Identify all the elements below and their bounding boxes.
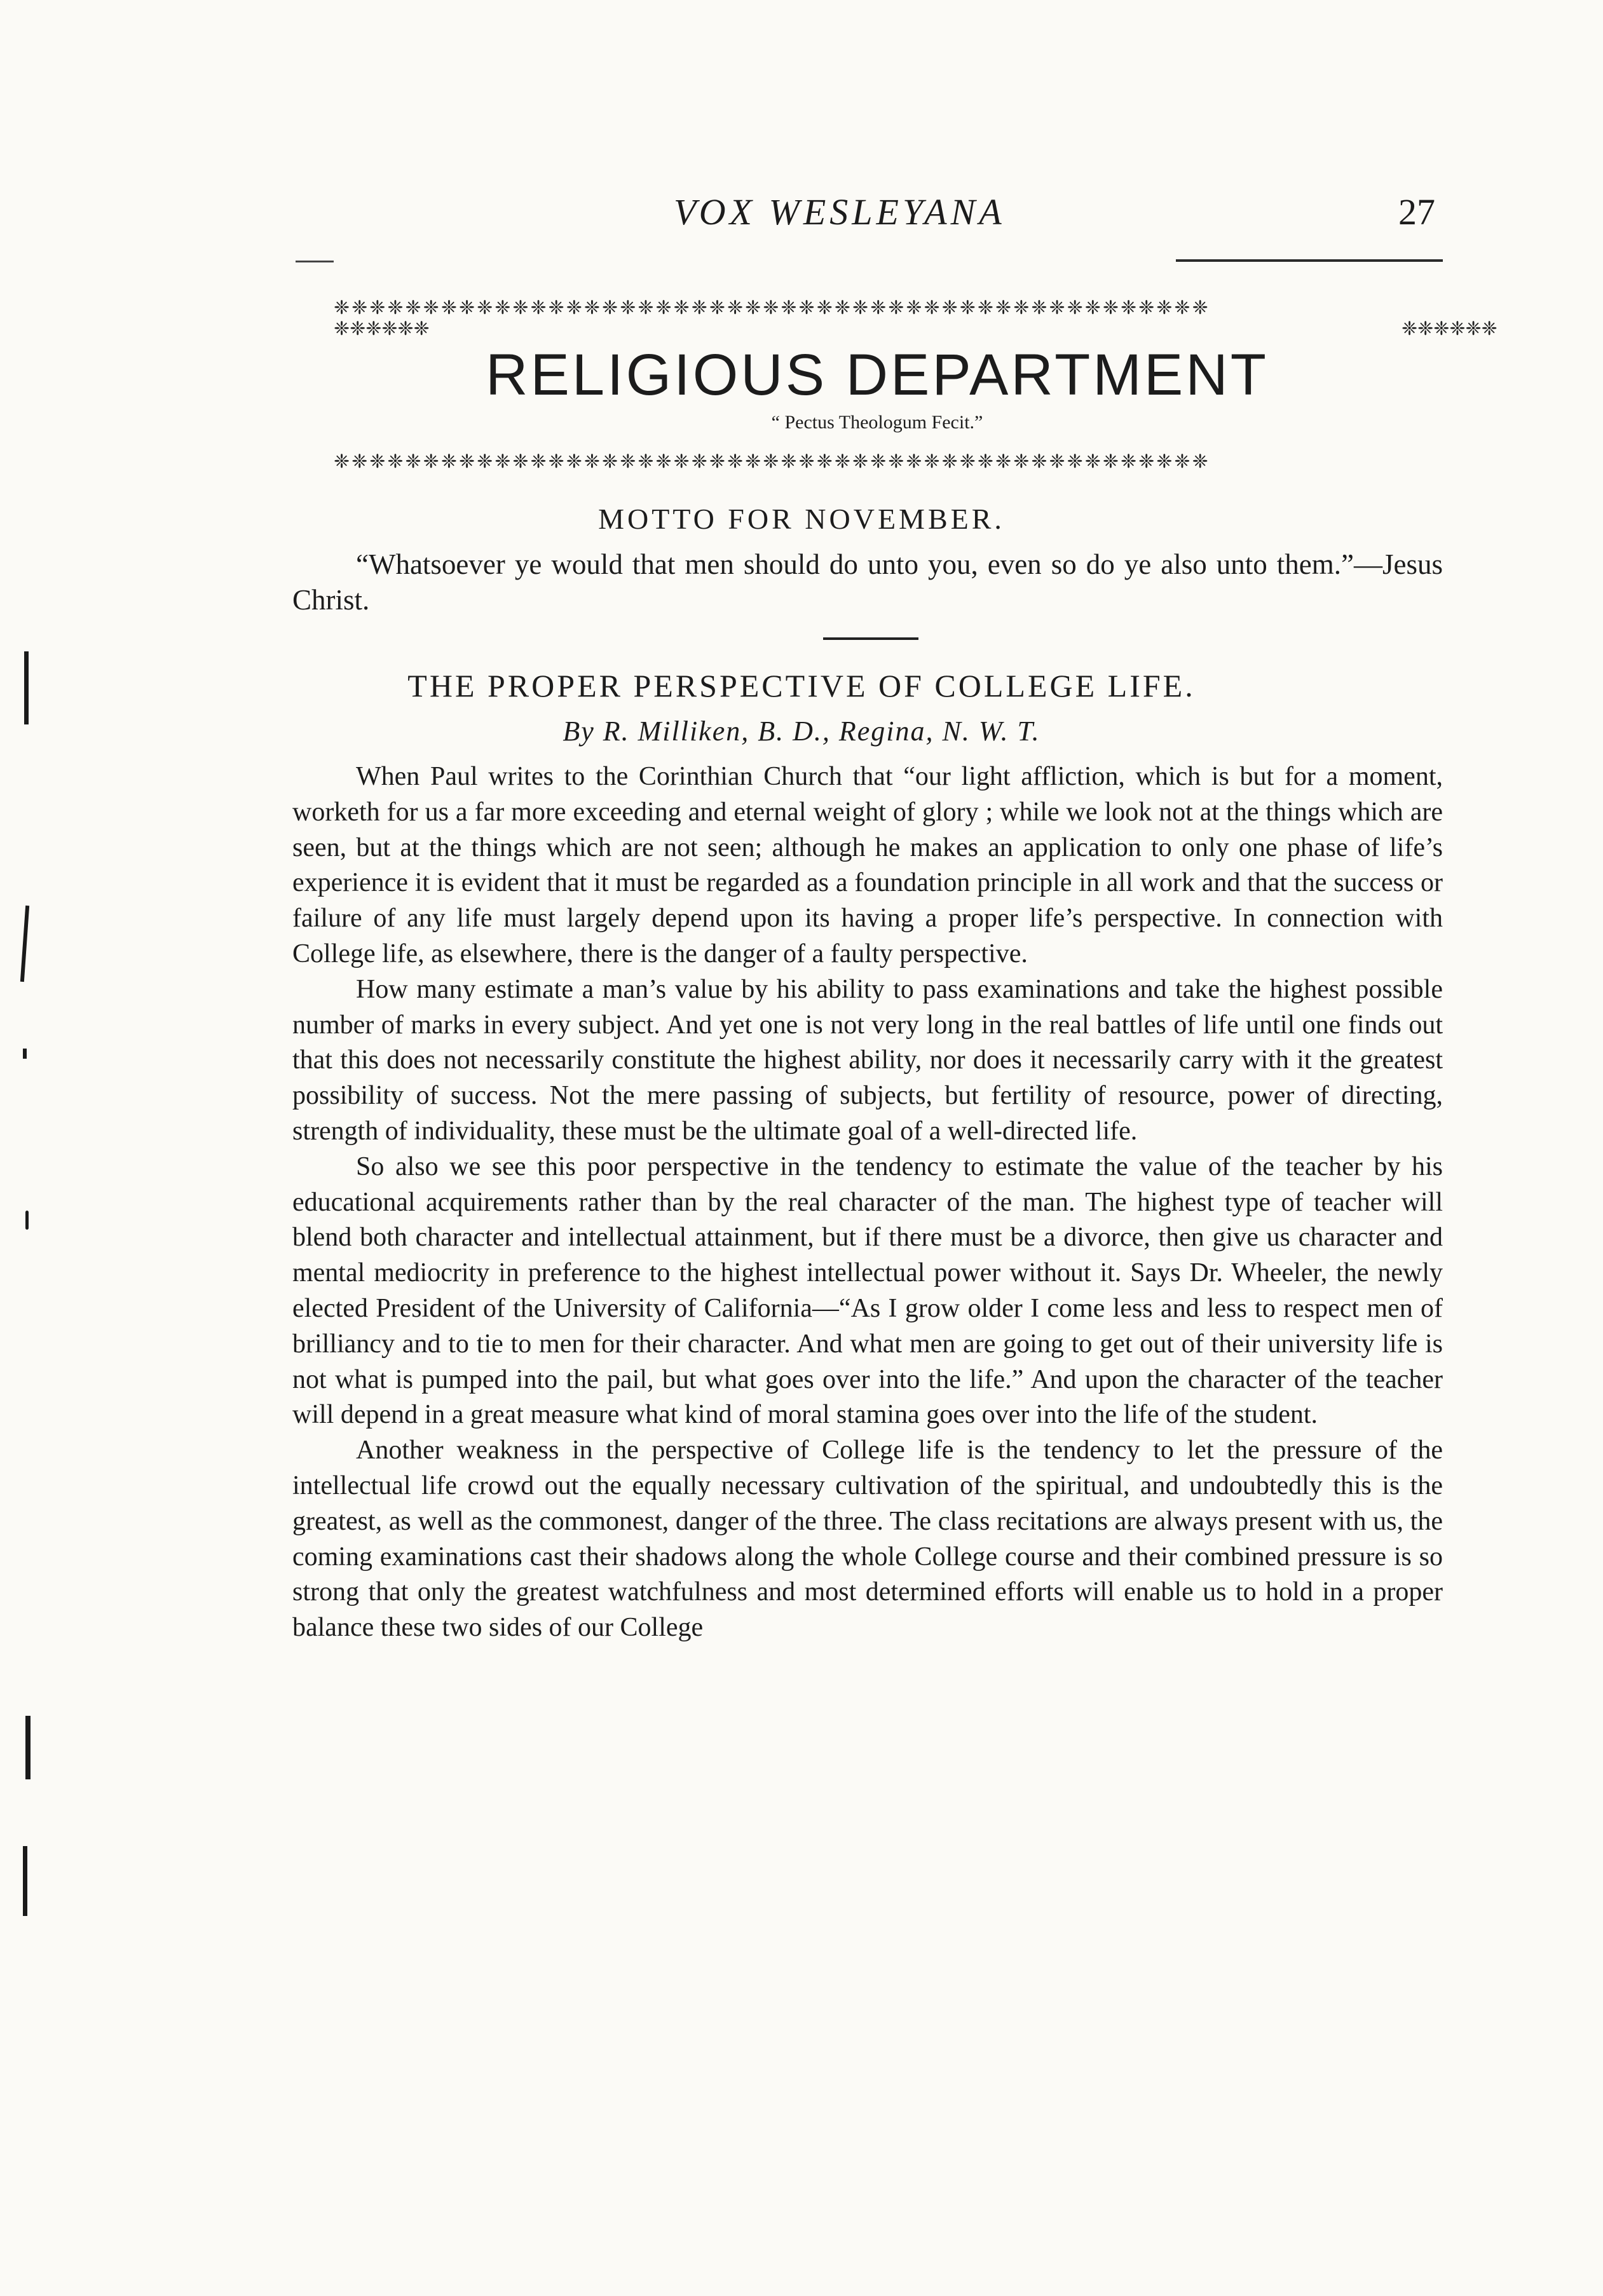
department-banner [334,297,1497,473]
article-paragraph: When Paul writes to the Corinthian Church that “our light affliction, which is but for a moment, worketh for us a far more exceeding and eternal weight of glory ; while we look not at the things which are seen, but at the things which are not seen; although he makes an application to only one phase of life’s experience it is evident that it must be regarded as a foundation principle in all work and that the success or failure of any life must largely depend upon its having a proper life’s perspective. In connection with College life, as elsewhere, there is the danger of a faulty perspective. [292,762,1443,968]
motto-text: “Whatsoever ye would that men should do unto you, even so do ye also unto them.”—Jesus Christ. [292,548,1443,616]
running-head [0,191,1603,241]
margin-scan-mark [24,651,29,724]
margin-scan-mark [23,1049,27,1059]
ornament-border-top: ❈❈❈❈❈❈❈❈❈❈❈❈❈❈❈❈❈❈❈❈❈❈❈❈❈❈❈❈❈❈❈❈❈❈❈❈❈❈❈❈❈❈❈❈❈❈❈❈❈ [334,297,1210,318]
page-number: 27 [1398,191,1435,233]
journal-title: VOX WESLEYANA [674,191,1006,233]
header-tick-mark [296,261,334,262]
motto-heading: MOTTO FOR NOVEMBER. [598,503,1005,535]
margin-scan-mark [25,1716,31,1779]
ornament-border-right: ❈❈❈❈❈❈ [1402,318,1497,339]
ornament-border-bottom: ❈❈❈❈❈❈❈❈❈❈❈❈❈❈❈❈❈❈❈❈❈❈❈❈❈❈❈❈❈❈❈❈❈❈❈❈❈❈❈❈❈❈❈❈❈❈❈❈❈ [334,451,1210,472]
margin-scan-mark [23,1846,27,1916]
section-divider [823,637,918,640]
department-title: RELIGIOUS DEPARTMENT [486,343,1269,407]
header-rule [1176,259,1443,262]
article-paragraph: How many estimate a man’s value by his ability to pass examinations and take the highest possible number of marks in every subject. And yet one is not very long in the real battles of life until one finds out that this does not necessarily constitute the highest ability, nor does it necessarily carry with it the greatest possibility of success. Not the mere passing of subjects, but fertility of resource, power of directing, strength of individuality, these must be the ultimate goal of a well-directed life. [292,974,1443,1146]
article-paragraph: Another weakness in the perspective of College life is the tendency to let the pressure of the intellectual life crowd out the equally necessary cultivation of the spiritual, and undoubtedly this is the greatest, as well as the commonest, danger of the three. The class recitations are always present with us, the coming examinations cast their shadows along the whole College course and their combined pressure is so strong that only the greatest watchfulness and most determined efforts will enable us to hold in a proper balance these two sides of our College [292,1436,1443,1643]
margin-scan-mark [20,906,29,982]
department-motto: “ Pectus Theologum Fecit.” [771,412,983,433]
article-body [292,759,1443,1646]
article-paragraph: So also we see this poor perspective in the tendency to estimate the value of the teacher by his educational acquirements rather than by the real character of the man. The highest type of teacher will blend both character and intellectual attainment, but if there must be a divorce, then give us character and mental mediocrity in preference to the highest intellectual power without it. Says Dr. Wheeler, the newly elected President of the University of California—“As I grow older I come less and less to respect men of brilliancy and to tie to men for their character. And what men are going to get out of their university life is not what is pumped into the pail, but what goes over into the life.” And upon the character of the teacher will depend in a great measure what kind of moral stamina goes over into the life of the student. [292,1151,1443,1430]
margin-scan-mark [25,1211,29,1230]
article-title: THE PROPER PERSPECTIVE OF COLLEGE LIFE. [407,668,1196,703]
ornament-border-left: ❈❈❈❈❈❈ [334,318,430,339]
article-byline: By R. Milliken, B. D., Regina, N. W. T. [563,716,1040,747]
